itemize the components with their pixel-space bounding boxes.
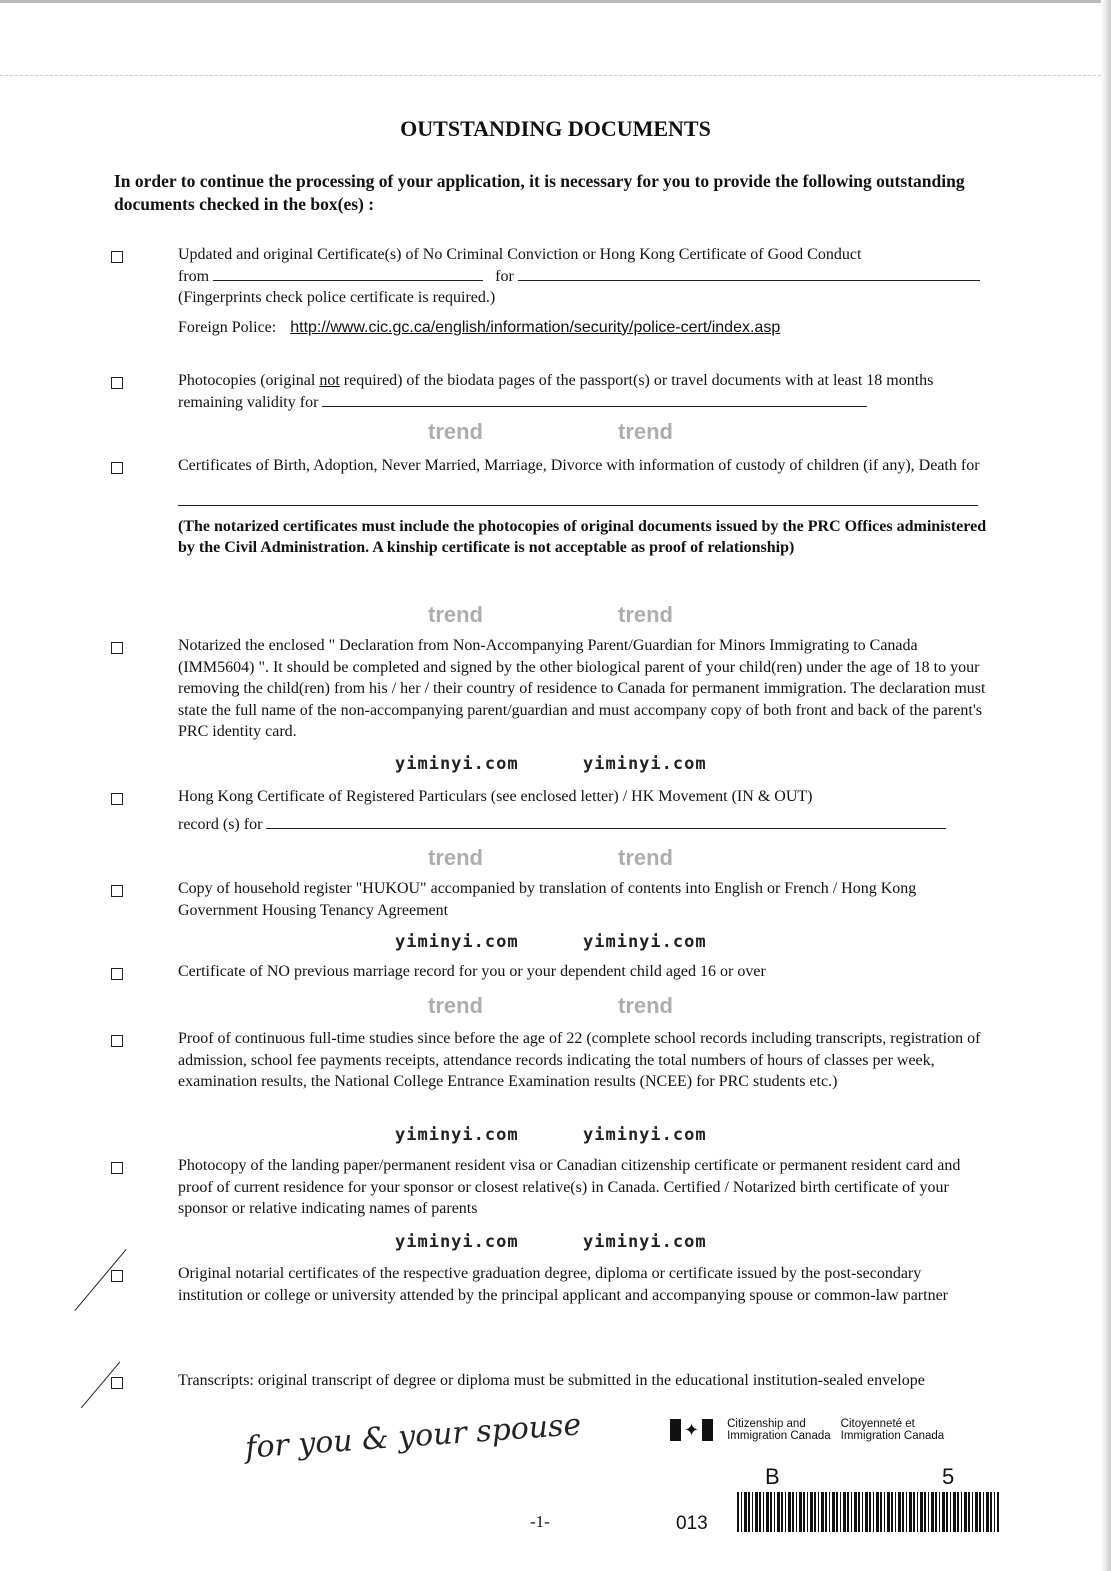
record-for-field[interactable] xyxy=(266,814,946,829)
item-text: Original notarial certificates of the respective graduation degree, diploma or certificate issued by the post-secondary institution or college or university attended by the principal applicant and accompanying spouse or common-law partner xyxy=(178,1265,948,1304)
item-text: Transcripts: original transcript of degree or diploma must be submitted in the educational institution-sealed envelope xyxy=(178,1372,925,1389)
item-no-marriage-record xyxy=(178,961,990,983)
department-name-en: Citizenship and Immigration Canada xyxy=(727,1418,831,1442)
item-proof-of-studies xyxy=(178,1028,990,1093)
item-police-certificate xyxy=(178,244,990,338)
checkbox-transcripts[interactable] xyxy=(111,1377,123,1389)
watermark-logo: trend xyxy=(618,419,673,444)
for-label: for xyxy=(495,267,514,285)
item-text: Proof of continuous full-time studies since before the age of 22 (complete school records including transcripts, registration of admission, school fee payments receipts, attendance records indicating the total numbers of hours of classes per week, examination results, the National College Entrance Examination results (NCEE) for PRC students etc.) xyxy=(178,1030,981,1090)
for-field[interactable] xyxy=(518,266,980,281)
item-text: Certificate of NO previous marriage record for you or your dependent child aged 16 or over xyxy=(178,963,766,980)
item-sponsor-documents xyxy=(178,1155,990,1220)
watermark-site: yiminyi.com xyxy=(583,754,707,774)
checkbox-proof-of-studies[interactable] xyxy=(111,1035,123,1047)
scan-fold-line xyxy=(0,75,1111,76)
item-notarial-certificates xyxy=(178,1263,990,1306)
intro-text: In order to continue the processing of your application, it is necessary for you to provide the following outstanding documents checked in the box(es) : xyxy=(114,171,965,214)
item-transcripts xyxy=(178,1370,990,1392)
checkbox-police-certificate[interactable] xyxy=(111,251,123,263)
item-text: Photocopies (original xyxy=(178,372,320,389)
item-declaration-minors xyxy=(178,635,990,743)
item-text: Notarized the enclosed " Declaration from Non-Accompanying Parent/Guardian for Minors Immigrating to Canada (IMM5604) ". It should be completed and signed by the other biological parent of your child(ren) under the age of 18 to your removing the child(ren) from his / her / their country of residence to Canada for permanent immigration. The declaration must state the full name of the non-accompanying parent/guardian and must accompany copy of both front and back of the parent's PRC identity card. xyxy=(178,637,986,740)
certificates-for-field[interactable] xyxy=(178,491,978,506)
police-cert-link[interactable]: http://www.cic.gc.ca/english/information/security/police-cert/index.asp xyxy=(290,318,781,336)
watermark-logo: trend xyxy=(618,993,673,1018)
foreign-police-label: Foreign Police: xyxy=(178,318,277,336)
scan-edge-right xyxy=(1101,0,1111,1571)
item-text: Updated and original Certificate(s) of No Criminal Conviction or Hong Kong Certificate of Good Conduct xyxy=(178,246,862,263)
canada-flag-icon: ✦ xyxy=(670,1419,713,1441)
item-text: required) of the biodata pages of the passport(s) or travel documents with at least 18 months remaining validity for xyxy=(178,372,934,411)
passport-for-field[interactable] xyxy=(322,392,867,407)
checkbox-hk-registered-particulars[interactable] xyxy=(111,793,123,805)
from-label: from xyxy=(178,267,210,285)
item-hk-registered-particulars xyxy=(178,786,990,835)
watermark-site: yiminyi.com xyxy=(395,1125,519,1145)
checkbox-hukou[interactable] xyxy=(111,885,123,897)
checkbox-no-marriage-record[interactable] xyxy=(111,968,123,980)
barcode-code-left: B xyxy=(765,1464,780,1489)
watermark-site: yiminyi.com xyxy=(583,1232,707,1252)
barcode-code-right: 5 xyxy=(942,1464,955,1489)
checkbox-declaration-minors[interactable] xyxy=(111,642,123,654)
item-hukou xyxy=(178,878,990,921)
item-passport xyxy=(178,370,990,413)
item-note: (Fingerprints check police certificate is required.) xyxy=(178,289,496,306)
watermark-site: yiminyi.com xyxy=(395,754,519,774)
watermark-logo: trend xyxy=(428,602,483,627)
item-text: Hong Kong Certificate of Registered Particulars (see enclosed letter) / HK Movement (IN & OUT) xyxy=(178,788,813,805)
item-text: Certificates of Birth, Adoption, Never Married, Marriage, Divorce with information of custody of children (if any), Death for xyxy=(178,457,980,474)
checkbox-passport[interactable] xyxy=(111,377,123,389)
watermark-site: yiminyi.com xyxy=(395,1232,519,1252)
scan-edge xyxy=(0,0,1111,3)
checkbox-certificates-birth[interactable] xyxy=(111,462,123,474)
watermark-logo: trend xyxy=(618,602,673,627)
cic-logo xyxy=(670,1418,944,1442)
barcode xyxy=(737,1492,999,1532)
watermark-logo: trend xyxy=(618,845,673,870)
page-number: -1- xyxy=(530,1512,550,1531)
watermark-logo: trend xyxy=(428,993,483,1018)
from-field[interactable] xyxy=(213,266,483,281)
checkbox-sponsor-documents[interactable] xyxy=(111,1162,123,1174)
watermark-site: yiminyi.com xyxy=(583,1125,707,1145)
item-text-underlined: not xyxy=(319,372,340,389)
item-bold-note: (The notarized certificates must include the photocopies of original documents issued by the PRC Offices administered by the Civil Administration. A kinship certificate is not acceptable as proof of relationship) xyxy=(178,517,987,556)
item-certificates-birth xyxy=(178,455,990,559)
checkbox-notarial-certificates[interactable] xyxy=(111,1270,123,1282)
page-title: OUTSTANDING DOCUMENTS xyxy=(400,116,711,141)
watermark-logo: trend xyxy=(428,419,483,444)
item-text: Copy of household register "HUKOU" accompanied by translation of contents into English or French / Hong Kong Government Housing Tenancy Agreement xyxy=(178,880,917,919)
form-number: 013 xyxy=(676,1513,708,1534)
item-text: Photocopy of the landing paper/permanent resident visa or Canadian citizenship certificate or permanent resident card and proof of current residence for your sponsor or closest relative(s) in Canada. Certified / Notarized birth certificate of your sponsor or relative indicating names of parents xyxy=(178,1157,961,1217)
handwritten-note: for you & your spouse xyxy=(244,1407,583,1466)
watermark-logo: trend xyxy=(428,845,483,870)
record-label: record (s) for xyxy=(178,815,263,833)
department-name-fr: Citoyenneté et Immigration Canada xyxy=(840,1418,945,1442)
watermark-site: yiminyi.com xyxy=(583,932,707,952)
watermark-site: yiminyi.com xyxy=(395,932,519,952)
